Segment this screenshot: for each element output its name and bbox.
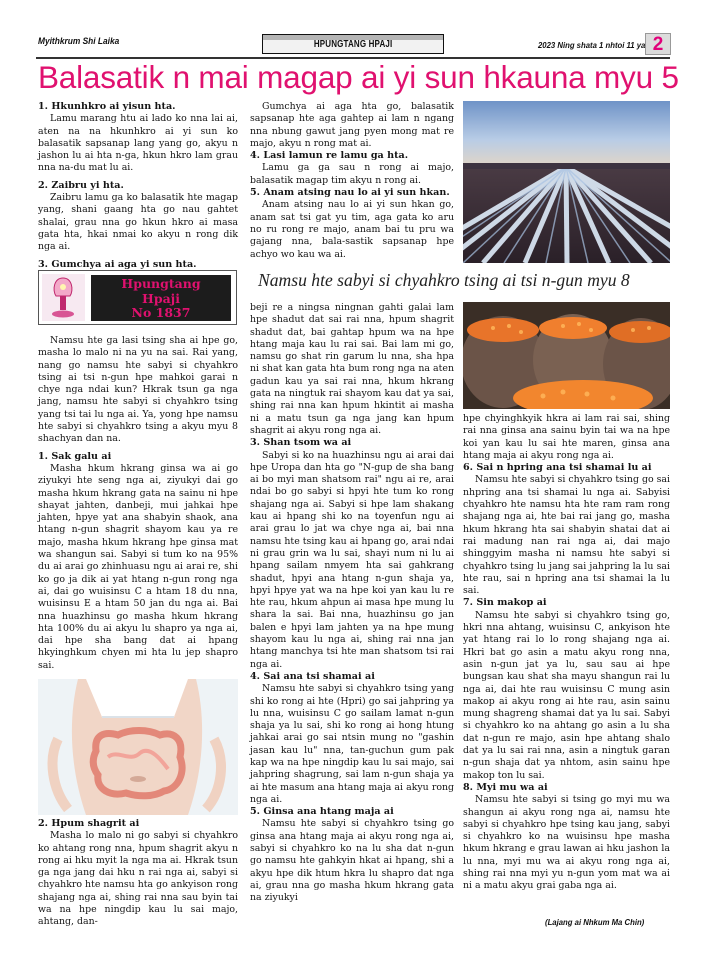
article-paragraph: Namsu hte sabyi si chyahkro tsing go ginsa ana htang maja ai akyu rong nga ai, sabyi si chyahkro ko na lu sha dat n-gun go namsu hte gahkyin hkat ai hpang, shi a akyu hpe dik htum hkra lu shapro dat nga ai, grau nna go masha hkum hkrang gata na ziyukyi [250, 818, 454, 904]
stamp-line-3: No 1837 [131, 305, 191, 320]
tip-paragraph: Gumchya ai aga hta go, balasatik sapsanap hte aga gahtep ai lam n ngang nna nbung gawut jang pyen mong mat re majo, akyu n rong mat ai. [250, 101, 454, 149]
article-paragraph: Masha hkum hkrang ginsa wa ai go ziyukyi hte seng nga ai, ziyukyi dai go masha hkum hkrang gata na sainu ni hpe shayat jahten, danbeji, mui jahkai hpe jahten, hpye yat ana shabyin shaok, ana htang n-gun shagrit shayom kau ya re majo, masha hkum hkrang hpe ginsa mat wa shangun sai. Sabyi si tum ko na 95% du ai arai go zhinhuasu ngu ai arai re, shi ko go ja dik ai yat htang n-gun rong nga ai, dai go wuisinsu C a htam 18 du nna, wuisinsu E a htam 50 jan du nga ai. Bai nna huazhinsu go masha hkum hkrang hta 100% du ai akyu lu shapro ya nga ai, dai hpe sha bang dat ai hpang hkyinghkum chyen mi hta lu jep shapro sai. [38, 462, 238, 671]
article-column-2 [250, 302, 454, 905]
main-headline: Balasatik n mai magap ai yi sun hkauna myu 5 [38, 59, 679, 95]
tip-heading: 4. Lasi lamun re lamu ga hta. [250, 150, 409, 162]
mulch-field-photo [463, 101, 670, 263]
lamp-illustration [42, 274, 85, 321]
section-label [262, 34, 444, 54]
tips-column-1 [38, 101, 238, 271]
article-paragraph: hpe chyinghkyik hkra ai lam rai sai, shing rai nna ginsa ana sainu byin tai wa na hpe koi yan kau lu sai hte maren, ginsa ana htang maja ai akyu rong nga ai. [463, 413, 670, 461]
berries-illustration [463, 302, 670, 409]
article-paragraph: Namsu hte sabyi si chyahkro tsing yang shi ko rong ai hte (Hpri) go sai jahpring ya lu nna, wuisinsu C go sailam lamat n-gun shaja ya lu sai, shi ko rong ai hong htung jahkai arai go sai ntsin mung no "gashin jasan kau lu" nna, tan-guchun gum pak kap wa na hpe ningdip kau lu sai majo, sai jahpring shagrung, sai lam n-gun shaja ya ai hte masum ana htang maja ai akyu rong nga ai. [250, 683, 454, 805]
article-subheading: 2. Hpum shagrit ai [38, 818, 140, 829]
article-intro: Namsu hte ga lasi tsing sha ai hpe go, masha lo malo ni na yu na sai. Rai yang, nang go namsu hte sabyi si chyahkro tsing ai tsi n-gun hpe mahkoi garai n chye nga ndai kun? Hkrak tsun ga nga jang, namsu hte sabyi si chyahkro tsing yang tsi tai lu nga ai. Ya, yong hpe namsu hte sabyi si chyahkro tsing a akyu myu 8 shachyan dan na. [38, 335, 238, 445]
author-credit: (Lajang ai Nhkum Ma Chin) [545, 917, 645, 927]
tip-paragraph: Anam atsing nau lo ai yi sun hkan go, anam sat tsi gat yu tim, aga gata ko aru no ru rong re majo, anam bai tu pru wa gajang nna, bala-sastik sapsanap hpe achyo wo kau wa ai. [250, 199, 454, 260]
article-subheading: 3. Shan tsom wa ai [250, 437, 352, 449]
issue-date: 2023 Ning shata 1 nhtoi 11 ya [538, 40, 646, 50]
tip-heading: 2. Zaibru yi hta. [38, 179, 124, 191]
digestion-photo [38, 679, 238, 815]
publication-name: Myithkrum Shi Laika [38, 36, 120, 47]
article-subheading: 6. Sai n hpring ana tsi shamai lu ai [463, 462, 652, 474]
sea-buckthorn-photo [463, 302, 670, 409]
article-paragraph: beji re a ningsa ningnan gahti galai lam hpe shadut dat sai rai nna, hpum shagrit shadut dat, bai gahtap hpum wa na hpe htang maja kau lu rai sai. Bai lam mi go, namsu go shat rin garum lu nna, sha hpa ni shat kan gata hta bum rong nga na aten gadun kau ya sai rai nna, hkum hkrang gata na ningtuk rai shayom kau dat ya sai, shing rai nna kan hpum hkintit ai masha ni a matu tsun ga nga jang kan hpum shagrit ai akyu rong nga ai. [250, 302, 454, 436]
tip-paragraph: Zaibru lamu ga ko balasatik hte magap yang, shani gaang hta go nau gahtet shalai, grau nna go hkun hkro ai masa gata hta, hkai nmai ko akyu n rong dik nga ai. [38, 192, 238, 253]
stamp-line-1: Hpungtang [121, 276, 201, 291]
tip-heading: 3. Gumchya ai aga yi sun hta. [38, 258, 197, 270]
article-column-1-bottom [38, 818, 238, 929]
tip-paragraph: Lamu marang htu ai lado ko nna lai ai, aten na na hkunhkro ai yi sun ko balasatik sapsanap lang yang go, akyu n jashon lu ai hta n-ga, hkun hkro lam grau nna na-du mat lu ai. [38, 113, 238, 174]
belly-illustration [38, 679, 238, 815]
article-subheading: 1. Sak galu ai [38, 450, 112, 462]
series-stamp [38, 270, 237, 325]
article-paragraph: Sabyi si ko na huazhinsu ngu ai arai dai hpe Uropa dan hta go "N-gup de sha bang ai bo myi man shatsom rai" ngu ai re, arai ndai bo go sabyi si hpyi hte tum ko rong shajang nga ai. Sabyi si hpe lam shakang kau ai hpang shi ko na toyenfun ngu ai arai grau lo jat wa chye nga ai, bai nna namsu hte tsing kau ai hpang go, arai ndai ni grau grin wa lu sai, shayi num ni lu ai hpang sailam nmyem hta sai gahkrang shadut, hpyi ana htang n-gun shaja ya, hpyi hpye yat wa na hpe koi yan kau lu re hte rau, hkum ahpun ai masa hpe mung lu shara la sai. Bai nna, huazhinsu go jan balen e hpyi lam jahten ya na hpe mung shayom kau lu nga ai, shing rai nna jan htang manchya tsi hte man shatsom tsi rai nga ai. [250, 449, 454, 670]
article-subheading: 7. Sin makop ai [463, 597, 547, 609]
article-headline: Namsu hte sabyi si chyahkro tsing ai tsi n-gun myu 8 [258, 270, 630, 290]
article-column-1-top [38, 335, 238, 672]
article-subheading: 5. Ginsa ana htang maja ai [250, 806, 394, 818]
tips-column-2 [250, 101, 454, 261]
field-illustration [463, 101, 670, 263]
article-paragraph: Namsu hte sabyi si tsing go myi mu wa shangun ai akyu rong nga ai, namsu hte sabyi si chyahkro hpe tsing kau jang, sabyi si chyahkro ko na wuisinsu hpe masha hkum hkrang e grau lawan ai hku jashon la lu nna, myi mu wa ai akyu rong nga ai, shing rai nna myi yu n-gun yom mat wa ai ni a matu akyu grai gaba nga ai. [463, 794, 670, 892]
article-paragraph: Masha lo malo ni go sabyi si chyahkro ko ahtang rong nna, hpum shagrit akyu n rong ai hku myit la nga ma ai. Hkrak tsun ga nga jang dai hku n rai nga ai, sabyi si chyahkro hte namsu hta go ankyison rong shajang nga ai, shing rai nna sau byin tai wa na hpe ningdip kau lu sai majo, ahtang, dan- [38, 830, 238, 928]
tip-heading: 1. Hkunhkro ai yisun hta. [38, 101, 176, 112]
article-paragraph: Namsu hte sabyi si chyahkro tsing go, hkri nna ahtang, wuisinsu C, ankyison hte yat htang rai lo lo rong shajang nga ai. Hkri bat go asin a matu akyu rong nna, asin n-gun jat ya lu, sau sau ai hpe bungsan kau shat sha mayu shangun rai lu nga ai, dai hte rau wuisinsu C mung asin makop ai akyu rong ai hte rau, asin sainu mung shagreng shamai dat ya lu sai. Sabyi si chyahkro ko na ahtang go asin a lu sha dat n-gun re majo, asin hpe ahtang shalo dat ya lu sai rai nna, asin a ningtuk garan n-gun shaja dat ya nhtom, asin sainu hpe makop ton lu sai. [463, 609, 670, 781]
section-label-text: HPUNGTANG HPAJI [313, 38, 393, 50]
page-number: 2 [645, 33, 671, 55]
article-subheading: 8. Myi mu wa ai [463, 781, 548, 793]
tip-heading: 5. Anam atsing nau lo ai yi sun hkan. [250, 187, 450, 199]
stamp-label [91, 275, 231, 321]
tip-paragraph: Lamu ga ga sau n rong ai majo, balasatik magap tim akyu n rong ai. [250, 162, 454, 186]
article-paragraph: Namsu hte sabyi si chyahkro tsing go sai nhpring ana tsi shamai lu nga ai. Sabyisi chyahkro hte namsu hta hte ram ram rong shajang nga ai, hte bai rai jang go, masha hkum hkrang hta sai shabyin shatai dat ai rai madung nan rai nga ai, dai majo shinggyim masha ni namsu hte sabyi si chyahkro tsing lu jang sai jahpring la lu sai hte rau, sai n hpring ana tsi shamai la lu sai. [463, 474, 670, 597]
article-column-3 [463, 413, 670, 893]
article-subheading: 4. Sai ana tsi shamai ai [250, 670, 375, 682]
stamp-line-2: Hpaji [142, 290, 180, 306]
